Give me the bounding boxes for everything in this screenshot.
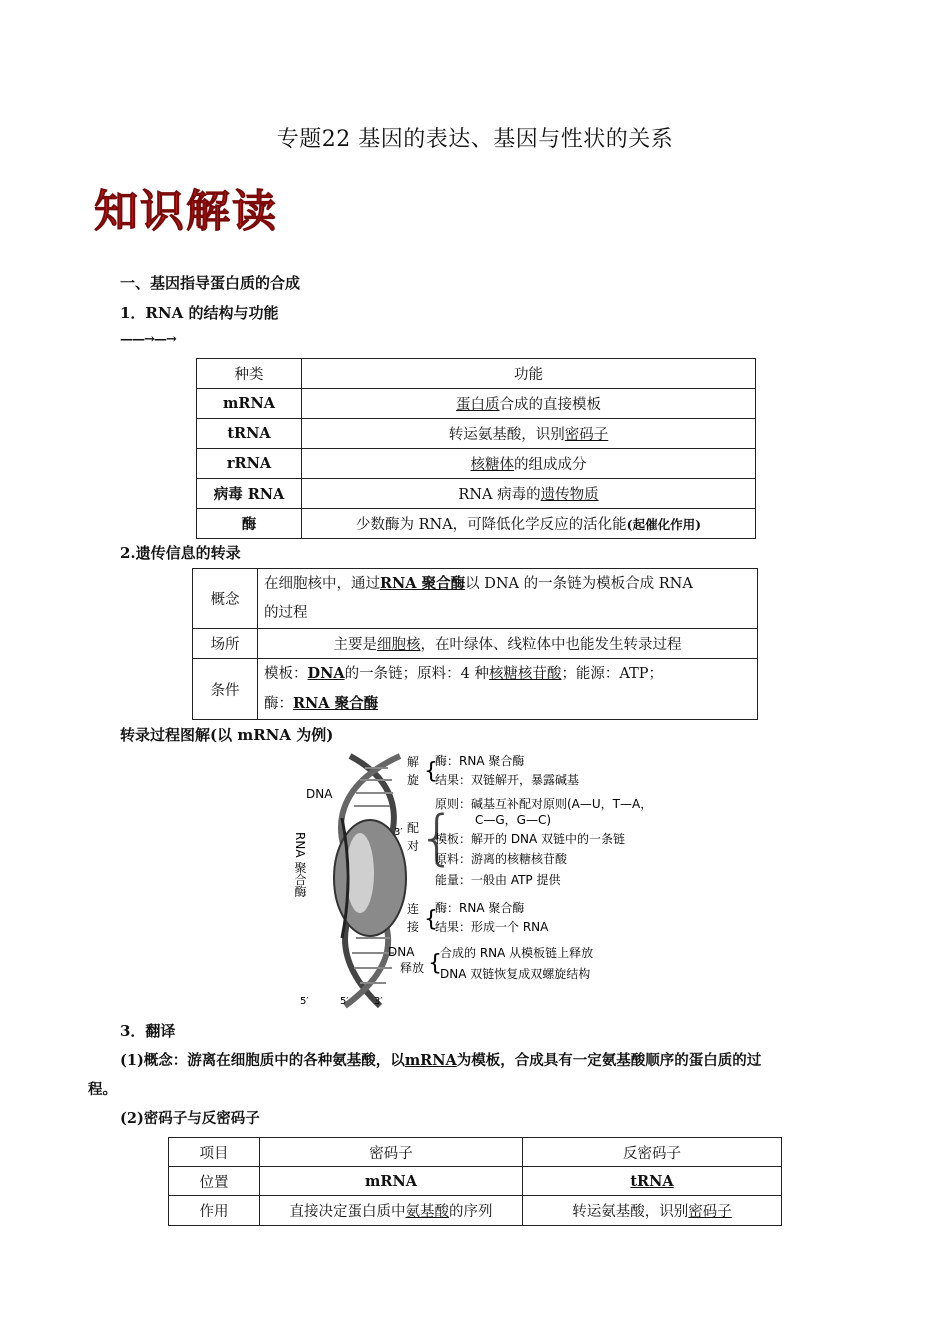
svg-text:{: { <box>424 907 438 932</box>
transcription-table <box>192 568 758 720</box>
svg-text:旋: 旋 <box>407 773 420 787</box>
table-row: 条件 模板：DNA的一条链；原料：4 种核糖核苷酸；能源：ATP； 酶：RNA 聚合酶 <box>193 659 758 720</box>
rna-function-table <box>196 358 756 539</box>
answer-blank: 密码子 <box>564 427 609 443</box>
codon-heading: (2)密码子与反密码子 <box>120 1110 260 1127</box>
svg-text:{: { <box>424 759 438 784</box>
svg-text:能量：一般由 ATP 提供: 能量：一般由 ATP 提供 <box>435 873 561 887</box>
arrow-line: ——→—→ <box>120 332 176 347</box>
svg-text:原料：游离的核糖核苷酸: 原料：游离的核糖核苷酸 <box>435 852 568 866</box>
svg-text:DNA 双链恢复成双螺旋结构: DNA 双链恢复成双螺旋结构 <box>440 967 591 981</box>
page-title: 专题22 基因的表达、基因与性状的关系 <box>276 127 674 152</box>
svg-text:解: 解 <box>407 755 420 769</box>
answer-blank: 细胞核 <box>377 637 421 653</box>
rna-kind: 病毒 RNA <box>197 479 302 509</box>
answer-blank: 核糖体 <box>470 457 514 473</box>
table-row: 病毒 RNA RNA 病毒的遗传物质 <box>197 479 756 509</box>
table-row: 酶 少数酶为 RNA，可降低化学反应的活化能(起催化作用) <box>197 509 756 539</box>
diagram-caption: 转录过程图解(以 mRNA 为例) <box>120 726 334 744</box>
rna-kind: 酶 <box>197 509 302 539</box>
svg-text:3′: 3′ <box>374 996 383 1007</box>
section-heading: 一、基因指导蛋白质的合成 <box>120 274 301 292</box>
svg-text:{: { <box>428 951 442 976</box>
section-banner <box>92 178 302 244</box>
table-row: 概念 在细胞核中，通过RNA 聚合酶以 DNA 的一条链为模板合成 RNA 的过程 <box>193 569 758 629</box>
rna-kind: rRNA <box>197 449 302 479</box>
svg-text:结果：形成一个 RNA: 结果：形成一个 RNA <box>435 920 549 934</box>
subsection-translation: 3．翻译 <box>120 1022 176 1040</box>
svg-text:{: { <box>418 803 457 873</box>
table-row: 作用 直接决定蛋白质中氨基酸的序列 转运氨基酸，识别密码子 <box>169 1196 782 1226</box>
answer-blank: 蛋白质 <box>456 397 500 413</box>
table-header: 功能 <box>302 359 756 389</box>
svg-text:接: 接 <box>407 920 420 934</box>
answer-blank: tRNA <box>523 1167 782 1196</box>
answer-blank: 遗传物质 <box>540 487 599 503</box>
enzyme-highlight <box>346 833 374 913</box>
answer-blank: 密码子 <box>688 1204 732 1220</box>
svg-text:酶：RNA 聚合酶: 酶：RNA 聚合酶 <box>435 901 525 915</box>
subsection-rna: 1．RNA 的结构与功能 <box>120 304 279 322</box>
table-row: tRNA 转运氨基酸，识别密码子 <box>197 419 756 449</box>
table-row: rRNA 核糖体的组成成分 <box>197 449 756 479</box>
svg-text:C—G，G—C): C—G，G—C) <box>475 813 552 827</box>
translation-concept: (1)概念：游离在细胞质中的各种氨基酸，以mRNA为模板，合成具有一定氨基酸顺序的蛋白质的过 <box>120 1052 762 1069</box>
banner-text: 知识解读 <box>94 186 278 237</box>
rna-kind: tRNA <box>197 419 302 449</box>
answer-blank: mRNA <box>404 1052 457 1069</box>
transcription-diagram <box>290 748 710 1010</box>
svg-text:原则：碱基互补配对原则(A—U，T—A，: 原则：碱基互补配对原则(A—U，T—A， <box>435 797 653 811</box>
dna-label: DNA <box>306 787 333 801</box>
svg-text:3′: 3′ <box>394 827 403 838</box>
banner-graphic <box>92 178 302 240</box>
svg-text:释放: 释放 <box>400 961 425 975</box>
subsection-transcription: 2.遗传信息的转录 <box>120 544 241 562</box>
svg-text:合成的 RNA 从模板链上释放: 合成的 RNA 从模板链上释放 <box>440 946 594 960</box>
answer-blank: 氨基酸 <box>405 1204 449 1220</box>
svg-text:连: 连 <box>407 902 420 916</box>
table-row: mRNA 蛋白质合成的直接模板 <box>197 389 756 419</box>
table-row: 位置 mRNA tRNA <box>169 1167 782 1196</box>
svg-text:DNA: DNA <box>388 945 415 959</box>
answer-blank: RNA 聚合酶 <box>380 575 466 592</box>
svg-text:配: 配 <box>407 821 420 835</box>
table-row: 场所 主要是细胞核，在叶绿体、线粒体中也能发生转录过程 <box>193 629 758 659</box>
svg-text:5′: 5′ <box>300 996 309 1007</box>
svg-text:酶：RNA 聚合酶: 酶：RNA 聚合酶 <box>435 754 525 768</box>
svg-text:模板：解开的 DNA 双链中的一条链: 模板：解开的 DNA 双链中的一条链 <box>435 832 626 846</box>
rna-kind: mRNA <box>197 389 302 419</box>
svg-text:对: 对 <box>407 839 420 853</box>
svg-text:结果：双链解开，暴露碱基: 结果：双链解开，暴露碱基 <box>435 773 580 787</box>
enzyme-label: RNA 聚合酶 <box>293 832 307 898</box>
table-header: 种类 <box>197 359 302 389</box>
svg-text:5′: 5′ <box>340 996 349 1007</box>
codon-table: 项目 密码子 反密码子 位置 mRNA tRNA 作用 直接决定蛋白质中氨基酸的序列 转运氨基酸，识别密码子 <box>168 1137 782 1226</box>
